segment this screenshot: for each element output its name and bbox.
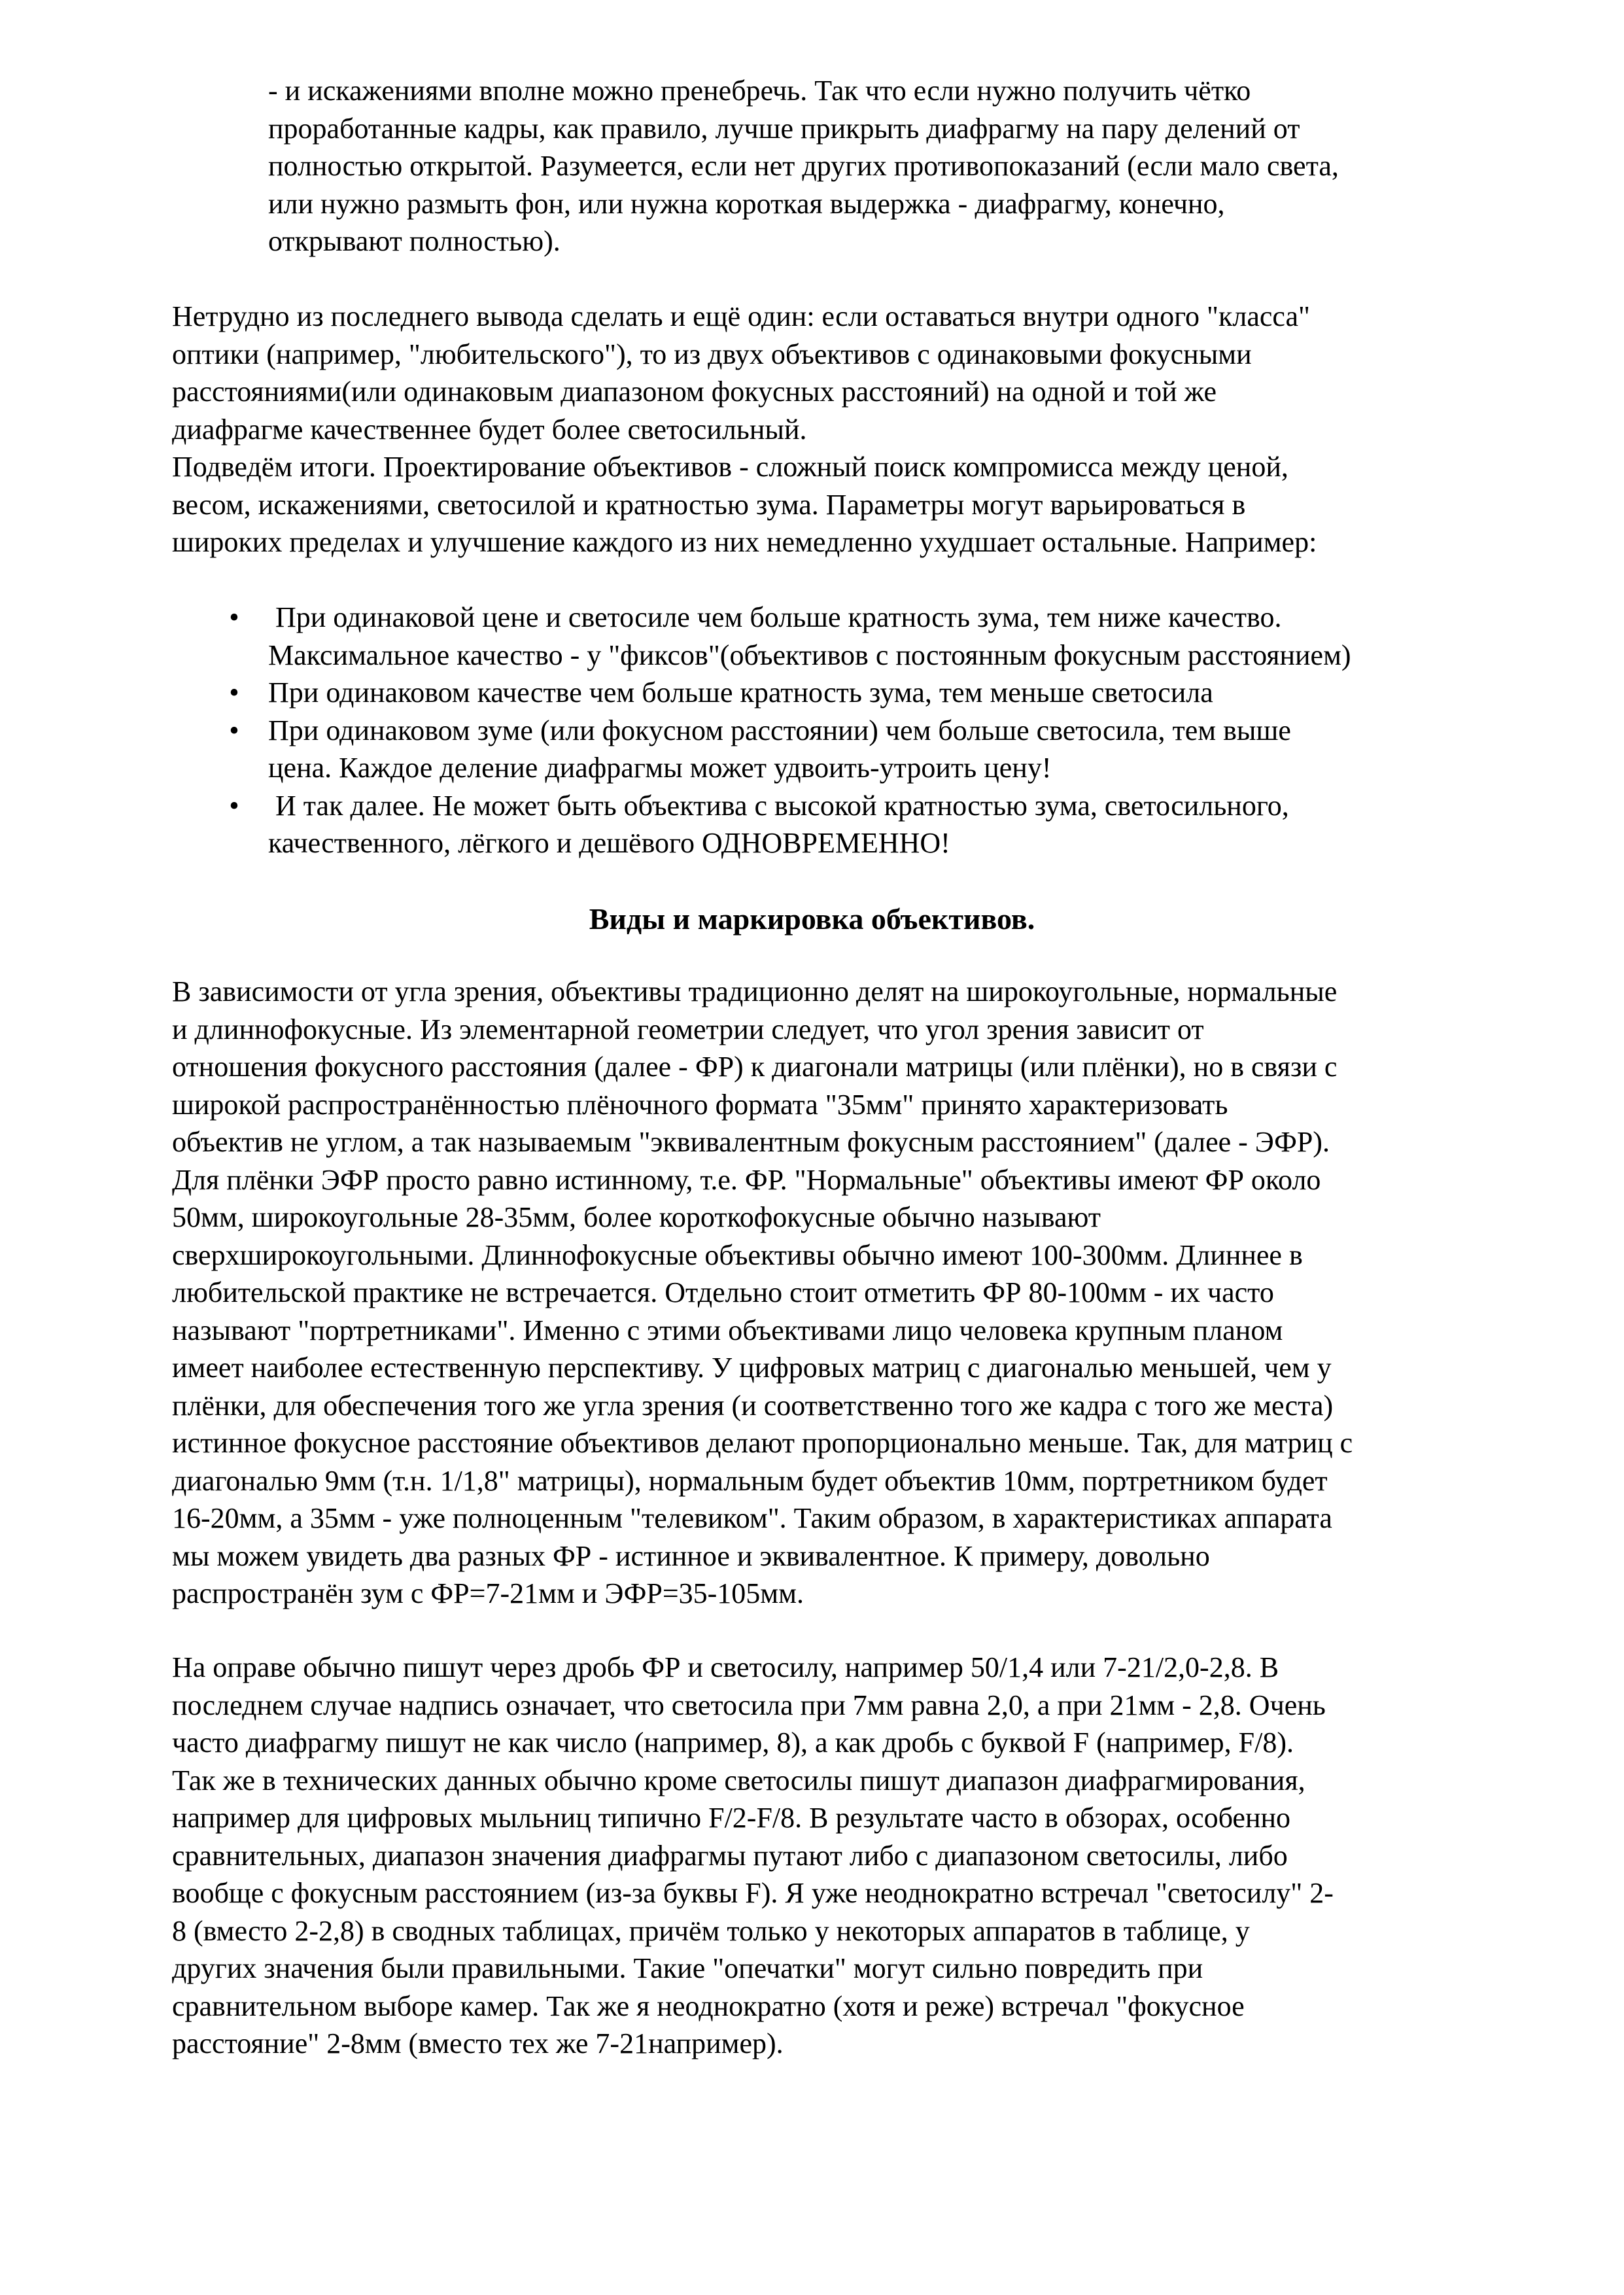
text-line: проработанные кадры, как правило, лучше прикрыть диафрагму на пару делений от — [268, 112, 1300, 145]
text-line: отношения фокусного расстояния (далее - ФР) к диагонали матрицы (или плёнки), но в связи с — [172, 1051, 1338, 1083]
text-line: мы можем увидеть два разных ФР - истинное и эквивалентное. К примеру, довольно — [172, 1539, 1210, 1572]
text-line: объектив не углом, а так называемым "эквивалентным фокусным расстоянием" (далее - ЭФР). — [172, 1126, 1330, 1158]
text-line: любительской практике не встречается. Отдельно стоит отметить ФР 80-100мм - их часто — [172, 1276, 1274, 1308]
text-line: расстояниями(или одинаковым диапазоном фокусных расстояний) на одной и той же — [172, 376, 1217, 408]
bullet-item — [172, 712, 1351, 787]
text-line: весом, искажениями, светосилой и кратностью зума. Параметры могут варьироваться в — [172, 488, 1246, 521]
text-line: - и искажениями вполне можно пренебречь. Так что если нужно получить чётко — [268, 75, 1251, 107]
text-line: имеет наиболее естественную перспективу. У цифровых матриц с диагональю меньшей, чем у — [172, 1352, 1332, 1384]
text-line: При одинаковой цене и светосиле чем больше кратность зума, тем ниже качество. — [268, 601, 1282, 633]
text-line: 50мм, широкоугольные 28-35мм, более короткофокусные обычно называют — [172, 1201, 1101, 1233]
text-line: Подведём итоги. Проектирование объективов - сложный поиск компромисса между ценой, — [172, 451, 1288, 483]
conclusion-paragraph — [172, 298, 1310, 448]
text-line: и длиннофокусные. Из элементарной геометрии следует, что угол зрения зависит от — [172, 1013, 1204, 1045]
bullet-marker: • — [229, 676, 239, 709]
text-line: оптики (например, "любительского"), то из двух объективов с одинаковыми фокусными — [172, 338, 1252, 370]
bullet-marker: • — [229, 789, 239, 822]
text-line: или нужно размыть фон, или нужна короткая выдержка - диафрагму, конечно, — [268, 187, 1225, 220]
text-line: Для плёнки ЭФР просто равно истинному, т.е. ФР. "Нормальные" объективы имеют ФР около — [172, 1163, 1321, 1196]
text-line: диагональю 9мм (т.н. 1/1,8" матрицы), нормальным будет объектив 10мм, портретником будет — [172, 1464, 1328, 1497]
text-line: Нетрудно из последнего вывода сделать и ещё один: если оставаться внутри одного "класса" — [172, 300, 1310, 332]
text-line: часто диафрагму пишут не как число (например, 8), а как дробь с буквой F (например, F/8). — [172, 1726, 1294, 1759]
text-line: широких пределах и улучшение каждого из них немедленно ухудшает остальные. Например: — [172, 526, 1317, 558]
text-line: вообще с фокусным расстоянием (из-за буквы F). Я уже неоднократно встречал "светосилу" 2- — [172, 1877, 1334, 1909]
text-line: В зависимости от угла зрения, объективы традиционно делят на широкоугольные, нормальные — [172, 975, 1338, 1007]
section-heading: Виды и маркировка объективов. — [589, 902, 1035, 936]
text-line: последнем случае надпись означает, что светосила при 7мм равна 2,0, а при 21мм - 2,8. Очень — [172, 1689, 1326, 1721]
text-line: полностью открытой. Разумеется, если нет других противопоказаний (если мало света, — [268, 150, 1339, 182]
intro-continuation-paragraph — [268, 72, 1339, 260]
text-line: качественного, лёгкого и дешёвого ОДНОВРЕМЕННО! — [268, 827, 950, 859]
text-line: плёнки, для обеспечения того же угла зрения (и соответственно того же кадра с того же места) — [172, 1389, 1334, 1422]
text-line: сравнительном выборе камер. Так же я неоднократно (хотя и реже) встречал "фокусное — [172, 1989, 1245, 2022]
text-line: При одинаковом качестве чем больше кратность зума, тем меньше светосила — [268, 676, 1213, 709]
bullet-item — [172, 674, 1351, 712]
lens-types-paragraph — [172, 973, 1353, 1613]
text-line: расстояние" 2-8мм (вместо тех же 7-21например). — [172, 2027, 784, 2059]
tradeoff-bullet-list — [172, 599, 1351, 862]
text-line: цена. Каждое деление диафрагмы может удвоить-утроить цену! — [268, 752, 1052, 784]
text-line: Максимальное качество - у "фиксов"(объективов с постоянным фокусным расстоянием) — [268, 639, 1351, 671]
text-line: Так же в технических данных обычно кроме светосилы пишут диапазон диафрагмирования, — [172, 1764, 1305, 1796]
lens-marking-paragraph — [172, 1649, 1334, 2063]
text-line: открывают полностью). — [268, 225, 561, 257]
bullet-item — [172, 787, 1351, 862]
text-line: других значения были правильными. Такие "опечатки" могут сильно повредить при — [172, 1952, 1203, 1984]
text-line: сравнительных, диапазон значения диафрагмы путают либо с диапазоном светосилы, либо — [172, 1839, 1288, 1872]
text-line: На оправе обычно пишут через дробь ФР и светосилу, например 50/1,4 или 7-21/2,0-2,8. В — [172, 1651, 1279, 1683]
text-line: распространён зум с ФР=7-21мм и ЭФР=35-105мм. — [172, 1577, 804, 1609]
text-line: называют "портретниками". Именно с этими объективами лицо человека крупным планом — [172, 1314, 1283, 1346]
bullet-marker: • — [229, 601, 239, 633]
text-line: сверхширокоугольными. Длиннофокусные объективы обычно имеют 100-300мм. Длиннее в — [172, 1238, 1303, 1271]
text-line: истинное фокусное расстояние объективов делают пропорционально меньше. Так, для матриц с — [172, 1427, 1353, 1459]
bullet-marker: • — [229, 714, 239, 746]
text-line: И так далее. Не может быть объектива с высокой кратностью зума, светосильного, — [268, 789, 1289, 822]
text-line: например для цифровых мыльниц типично F/2-F/8. В результате часто в обзорах, особенно — [172, 1802, 1291, 1834]
text-line: При одинаковом зуме (или фокусном расстоянии) чем больше светосила, тем выше — [268, 714, 1291, 746]
text-line: диафрагме качественнее будет более светосильный. — [172, 413, 807, 446]
bullet-item — [172, 599, 1351, 674]
text-line: 16-20мм, а 35мм - уже полноценным "телевиком". Таким образом, в характеристиках аппарата — [172, 1502, 1332, 1534]
text-line: широкой распространённостью плёночного формата "35мм" принято характеризовать — [172, 1088, 1228, 1121]
text-line: 8 (вместо 2-2,8) в сводных таблицах, причём только у некоторых аппаратов в таблице, у — [172, 1914, 1250, 1947]
summary-paragraph — [172, 448, 1317, 561]
